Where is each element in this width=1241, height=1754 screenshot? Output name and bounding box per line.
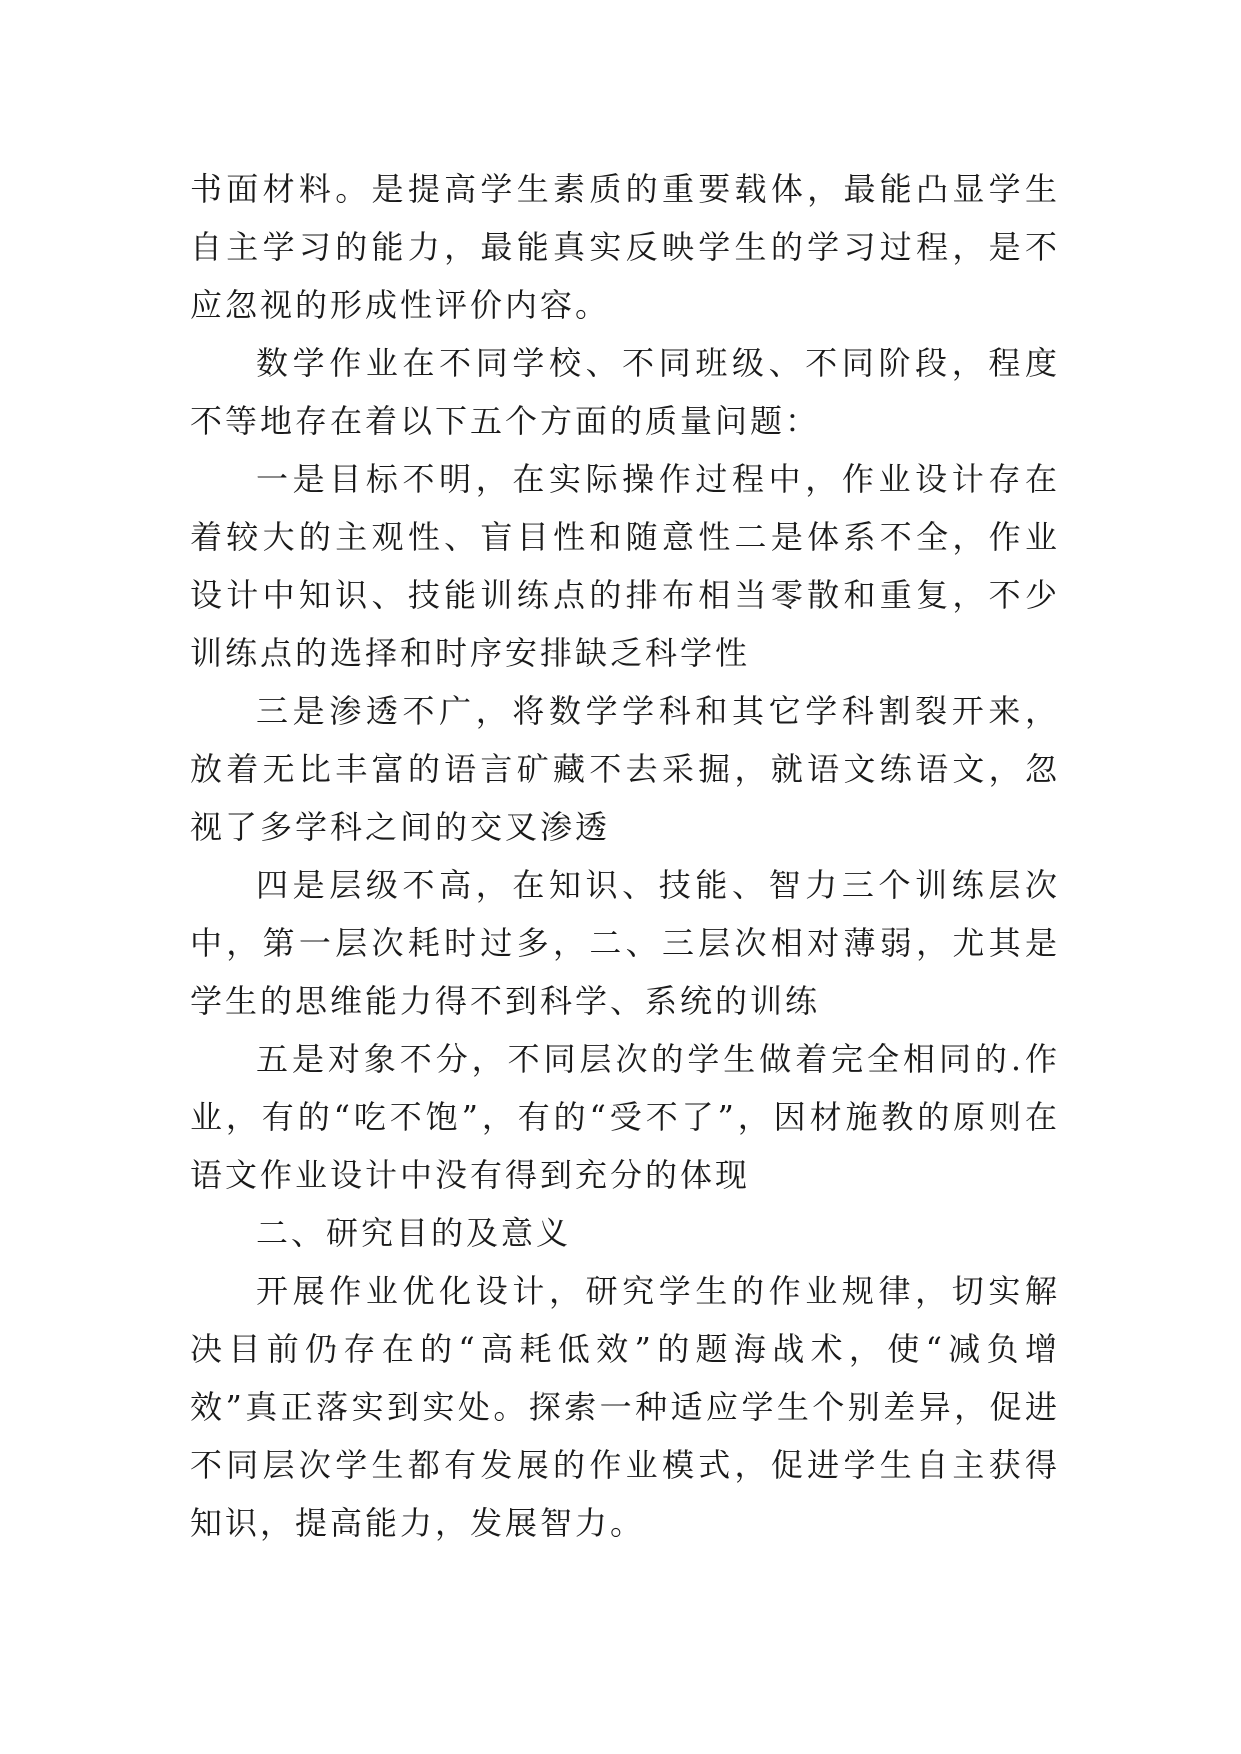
paragraph-1: 书面材料。是提高学生素质的重要载体，最能凸显学生自主学习的能力，最能真实反映学生的学习过程，是不应忽视的形成性评价内容。 — [190, 170, 1060, 324]
document-body — [190, 160, 1060, 1552]
section-heading: 二、研究目的及意义 — [256, 1214, 572, 1252]
paragraph-7: 开展作业优化设计，研究学生的作业规律，切实解决目前仍存在的“高耗低效”的题海战术，使“减负增效”真正落实到实处。探索一种适应学生个别差异，促进不同层次学生都有发展的作业模式，促进学生自主获得知识，提高能力，发展智力。 — [190, 1272, 1060, 1542]
paragraph-3: 一是目标不明，在实际操作过程中，作业设计存在着较大的主观性、盲目性和随意性二是体系不全，作业设计中知识、技能训练点的排布相当零散和重复，不少训练点的选择和时序安排缺乏科学性 — [190, 460, 1060, 672]
paragraph-6: 五是对象不分，不同层次的学生做着完全相同的.作业，有的“吃不饱”，有的“受不了”，因材施教的原则在语文作业设计中没有得到充分的体现 — [190, 1040, 1060, 1194]
paragraph-5: 四是层级不高，在知识、技能、智力三个训练层次中，第一层次耗时过多，二、三层次相对薄弱，尤其是学生的思维能力得不到科学、系统的训练 — [190, 866, 1060, 1020]
paragraph-2: 数学作业在不同学校、不同班级、不同阶段，程度不等地存在着以下五个方面的质量问题： — [190, 344, 1060, 440]
paragraph-4: 三是渗透不广，将数学学科和其它学科割裂开来，放着无比丰富的语言矿藏不去采掘，就语文练语文，忽视了多学科之间的交叉渗透 — [190, 692, 1060, 846]
